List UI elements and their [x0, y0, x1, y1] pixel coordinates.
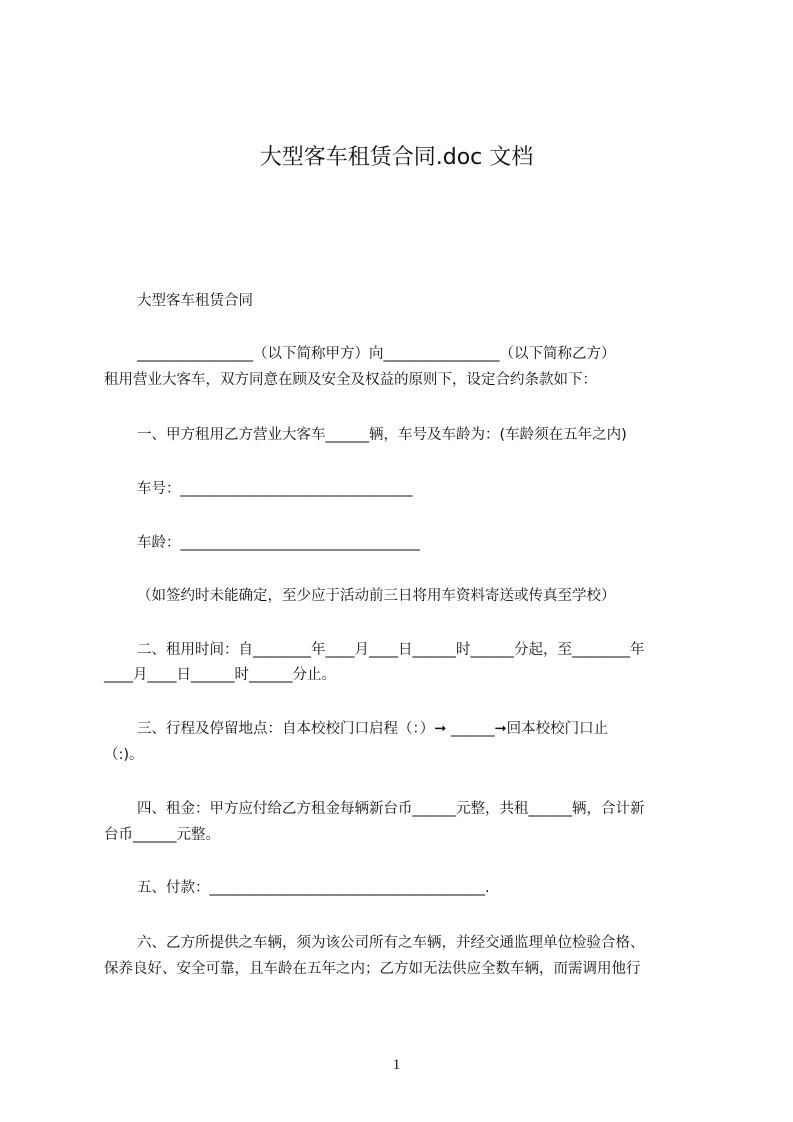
parties-line-1: ________________（以下简称甲方）向________________（以下简称乙方） — [137, 346, 616, 362]
clause-4-line-1: 四、租金：甲方应付给乙方租金每辆新台币______元整，共租______辆，合计新 — [137, 801, 645, 817]
parties-line-2: 租用营业大客车，双方同意在顾及安全及权益的原则下，设定合约条款如下： — [104, 372, 597, 388]
clause-5: 五、付款：______________________________________. — [137, 880, 490, 896]
clause-6-line-1: 六、乙方所提供之车辆，须为该公司所有之车辆，并经交通监理单位检验合格、 — [137, 935, 645, 951]
clause-2-line-1: 二、租用时间：自________年____月____日______时______分起，至________年 — [137, 642, 645, 658]
clause-1: 一、甲方租用乙方营业大客车______辆，车号及车龄为：(车龄须在五年之内) — [137, 427, 627, 443]
contract-heading: 大型客车租赁合同 — [137, 293, 253, 309]
clause-4-line-2: 台币______元整。 — [104, 827, 220, 843]
clause-2-line-2: ____月____日______时______分止。 — [104, 667, 336, 683]
page-number: 1 — [392, 1057, 401, 1073]
document-title: 大型客车租赁合同.doc 文档 — [259, 145, 534, 170]
clause-6-line-2: 保养良好、安全可靠，且车龄在五年之内；乙方如无法供应全数车辆，而需调用他行 — [104, 961, 641, 977]
vehicle-age-field: 车龄：_________________________________ — [137, 535, 420, 551]
clause-3-line-2: （:)。 — [104, 747, 144, 763]
clause-1-note: （如签约时未能确定，至少应于活动前三日将用车资料寄送或传真至学校） — [137, 588, 616, 604]
plate-number-field: 车号：________________________________ — [137, 481, 413, 497]
clause-3-line-1: 三、行程及停留地点：自本校校门口启程（：）➞ ______➞回本校校门口止 — [137, 721, 609, 737]
